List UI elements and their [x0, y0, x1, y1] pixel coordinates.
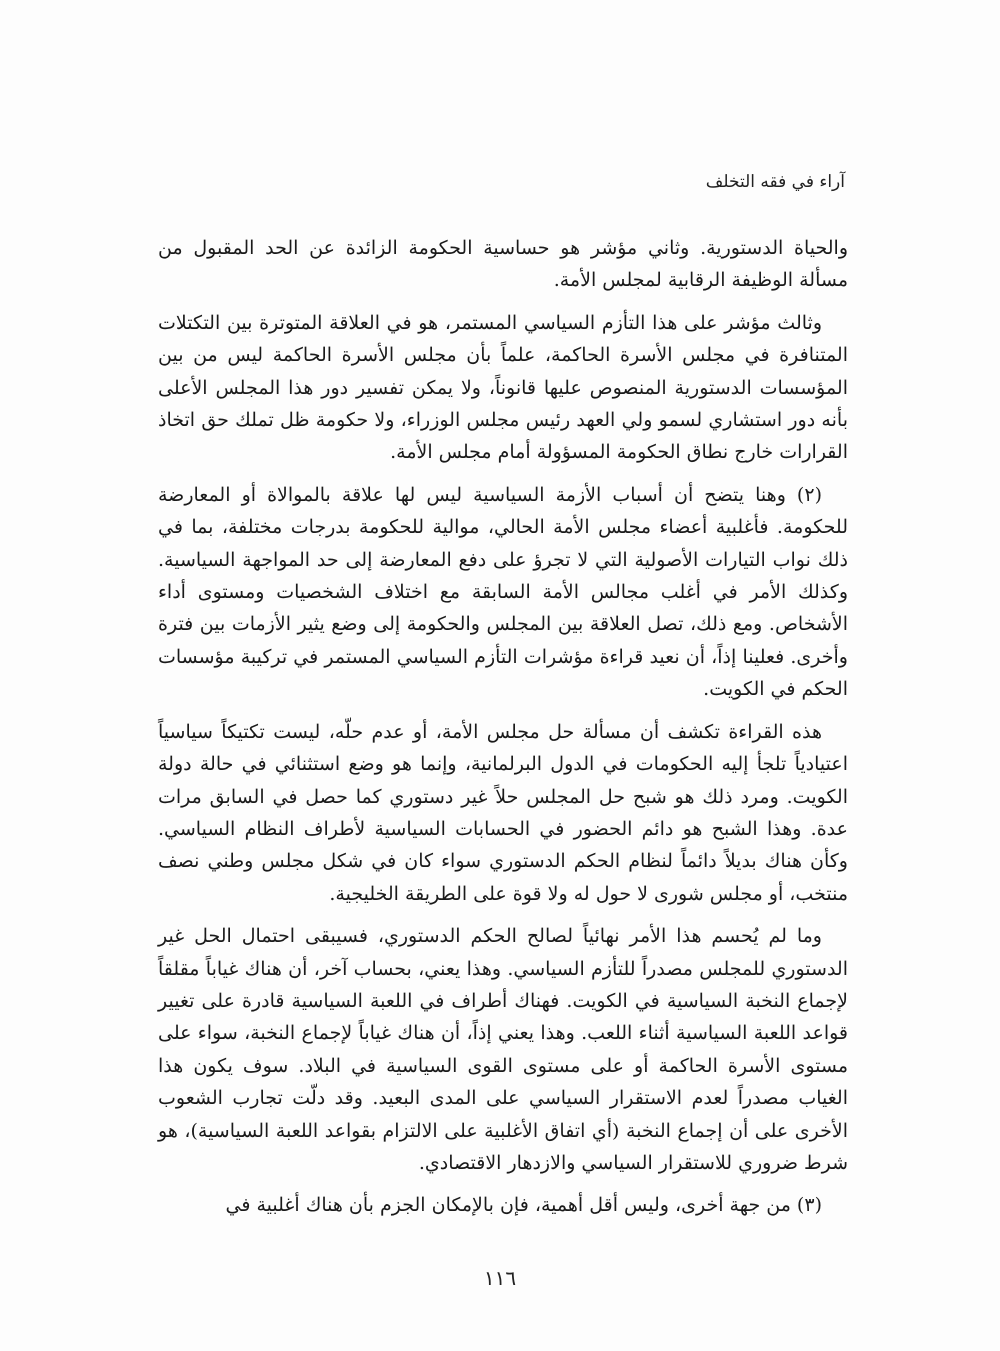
page-number: ١١٦: [483, 1266, 517, 1290]
paragraph: والحياة الدستورية. وثاني مؤشر هو حساسية الحكومة الزائدة عن الحد المقبول من مسألة الوظيفة الرقابية لمجلس الأمة.: [158, 237, 848, 292]
paragraph: وما لم يُحسم هذا الأمر نهائياً لصالح الحكم الدستوري، فسيبقى احتمال الحل غير الدستوري للمجلس مصدراً للتأزم السياسي. وهذا يعني، بحساب آخر، أن هناك غياباً مقلقاً لإجماع النخبة السياسية في الكويت. فهناك أطراف في اللعبة السياسية قادرة على تغيير قواعد اللعبة السياسية أثناء اللعب. وهذا يعني إذاً، أن هناك غياباً لإجماع النخبة، سواء على مستوى الأسرة الحاكمة أو على مستوى القوى السياسية في البلاد. سوف يكون هذا الغياب مصدراً لعدم الاستقرار السياسي على المدى البعيد. وقد دلّت تجارب الشعوب الأخرى على أن إجماع النخبة (أي اتفاق الأغلبية على الالتزام بقواعد اللعبة السياسية)، هو شرط ضروري للاستقرار السياسي والازدهار الاقتصادي.: [158, 925, 848, 1174]
paragraph: هذه القراءة تكشف أن مسألة حل مجلس الأمة، أو عدم حلّه، ليست تكتيكاً سياسياً اعتيادياً تلجأ إليه الحكومات في الدول البرلمانية، وإنما هو وضع استثنائي في حالة دولة الكويت. ومرد ذلك هو شبح حل المجلس حلاً غير دستوري كما حصل في السابق مرات عدة. وهذا الشبح هو دائم الحضور في الحسابات السياسية لأطراف النظام السياسي. وكأن هناك بديلاً دائماً لنظام الحكم الدستوري سواء كان في شكل مجلس وطني نصف منتخب، أو مجلس شورى لا حول له ولا قوة على الطريقة الخليجية.: [158, 720, 848, 905]
paragraph: (٢) وهنا يتضح أن أسباب الأزمة السياسية ليس لها علاقة بالموالاة أو المعارضة للحكومة. فأغلبية أعضاء مجلس الأمة الحالي، موالية للحكومة بدرجات مختلفة، بما في ذلك نواب التيارات الأصولية التي لا تجرؤ على دفع المعارضة إلى حد المواجهة السياسية. وكذلك الأمر في أغلب مجالس الأمة السابقة مع اختلاف الشخصيات ومستوى أداء الأشخاص. ومع ذلك، تصل العلاقة بين المجلس والحكومة إلى وضع يثير الأزمات بين فترة وأخرى. فعلينا إذاً، أن نعيد قراءة مؤشرات التأزم السياسي المستمر في تركيبة مؤسسات الحكم في الكويت.: [158, 483, 848, 701]
running-header: آراء في فقه التخلف: [705, 172, 845, 192]
paragraph: وثالث مؤشر على هذا التأزم السياسي المستمر، هو في العلاقة المتوترة بين التكتلات المتنافرة في مجلس الأسرة الحاكمة، علماً بأن مجلس الأسرة الحاكمة ليس من بين المؤسسات الدستورية المنصوص عليها قانوناً، ولا يمكن تفسير دور هذا المجلس الأعلى بأنه دور استشاري لسمو ولي العهد رئيس مجلس الوزراء، ولا حكومة ظل تملك حق اتخاذ القرارات خارج نطاق الحكومة المسؤولة أمام مجلس الأمة.: [158, 311, 848, 464]
body-text: [158, 232, 848, 1232]
paragraph: (٣) من جهة أخرى، وليس أقل أهمية، فإن بالإمكان الجزم بأن هناك أغلبية في: [225, 1194, 822, 1217]
